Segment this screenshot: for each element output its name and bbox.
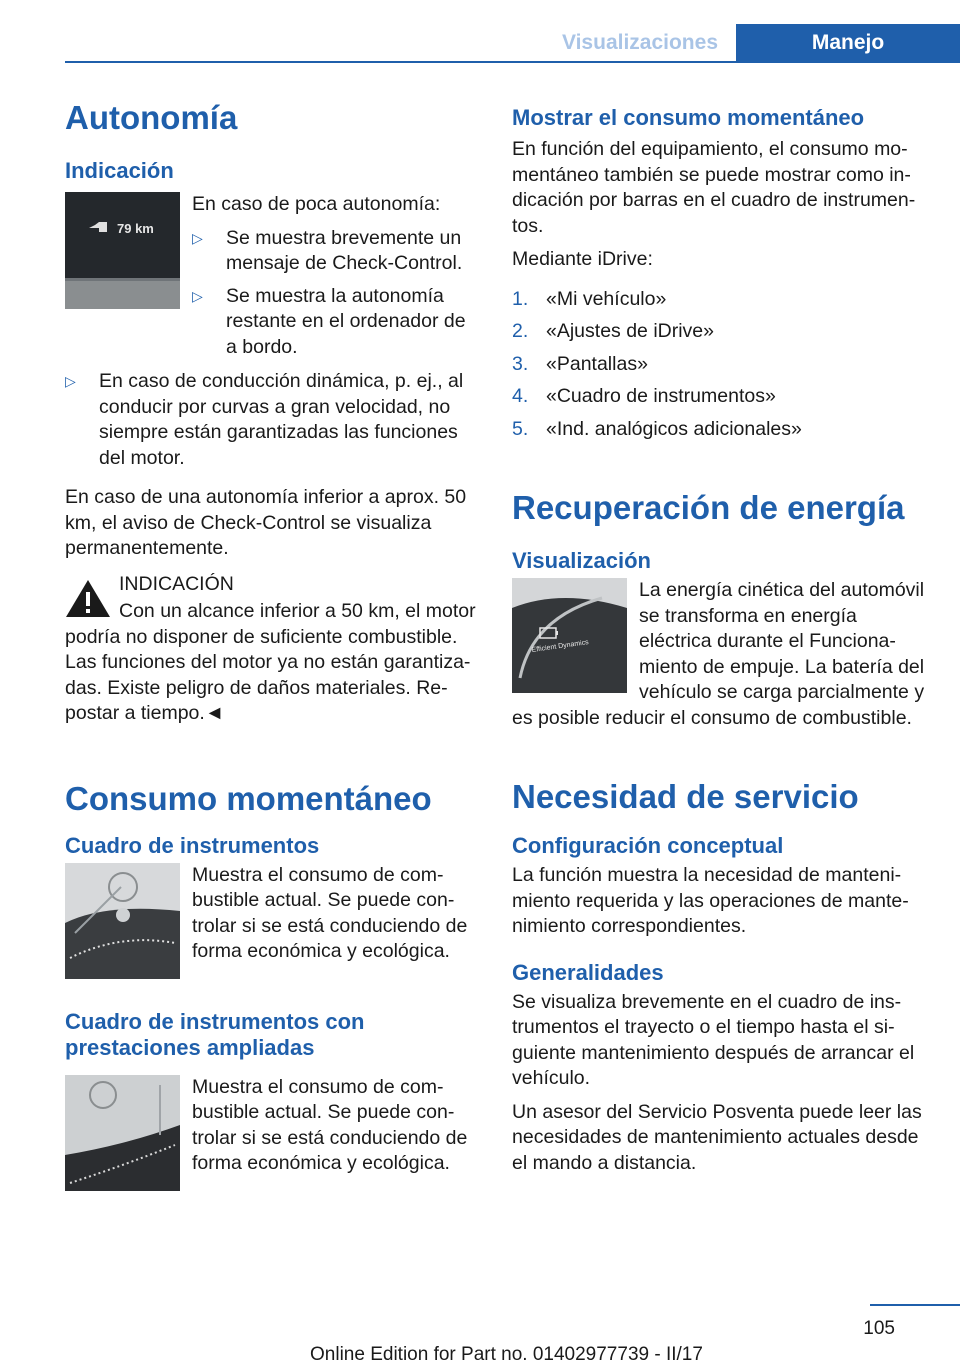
visualizacion-title: Visualización [512, 548, 651, 573]
cuadro-title: Cuadro de instrumentos [65, 832, 320, 858]
autonomia-sub-list [192, 226, 479, 361]
ampliadas-text: Muestra el consumo de combustible actual. Se puede controlar si se está conduciendo de forma económica y ecológica. [192, 1075, 468, 1174]
list-item: ▷ Se muestra la autonomía restante en el ordenador de a bordo. [192, 284, 466, 358]
consumo-title: Consumo momentáneo [65, 779, 432, 817]
left-column [65, 92, 479, 1197]
warning-text: Con un alcance inferior a 50 km, el motor podría no disponer de suficiente combustible. Las funciones del motor ya no están garantizadas. Existe peligro de daños materiales. Repostar a tiempo.◄ [65, 600, 476, 724]
header-rule [65, 61, 960, 63]
mostrar-text: En función del equipamiento, el consumo momentáneo también se puede mostrar como indicación por barras en el cuadro de instrumentos. [512, 138, 916, 237]
list-item: 1. «Mi vehículo» [512, 287, 667, 310]
warning-title: INDICACIÓN [119, 572, 234, 595]
footer-rule [870, 1304, 960, 1306]
cuadro-text: Muestra el consumo de combustible actual. Se puede controlar si se está conduciendo de forma económica y ecológica. [192, 863, 468, 962]
list-item: 4. «Cuadro de instrumentos» [512, 385, 776, 407]
page-number: 105 [863, 1318, 895, 1339]
list-item: 2. «Ajustes de iDrive» [512, 320, 714, 342]
recuperacion-text: La energía cinética del automóvil se transforma en energía eléctrica durante el Funcionamiento de empuje. La batería del vehículo se carga parcialmente y es posible reducir el consumo de combustible. [512, 579, 925, 729]
list-item: ▷ Se muestra brevemente un mensaje de Check-Control. [192, 226, 463, 274]
list-item: 5. «Ind. analógicos adicionales» [512, 417, 802, 440]
generalidades-text-1: Se visualiza brevemente en el cuadro de instrumentos el trayecto o el tiempo hasta el siguiente mantenimiento después de arrancar el vehículo. [512, 990, 915, 1089]
autonomia-title: Autonomía [65, 99, 238, 136]
list-item: ▷ En caso de conducción dinámica, p. ej., al conducir por curvas a gran velocidad, no siempre están garantizadas las funciones del motor. [65, 370, 464, 469]
generalidades-text-2: Un asesor del Servicio Posventa puede leer las necesidades de mantenimiento actuales desde el mando a distancia. [512, 1100, 922, 1174]
autonomia-para: En caso de una autonomía inferior a aprox. 50 km, el aviso de Check-Control se visualiza permanentemente. [65, 486, 467, 559]
mostrar-title: Mostrar el consumo momentáneo [512, 105, 865, 130]
config-text: La función muestra la necesidad de mantenimiento requerida y las operaciones de mantenimiento correspondientes. [512, 864, 909, 937]
warning-icon [65, 578, 111, 618]
ampliadas-title: Cuadro de instrumentos con prestaciones ampliadas [65, 1008, 365, 1060]
triangle-bullet-icon: ▷ [192, 229, 203, 246]
instrument-cluster-image [65, 863, 180, 979]
edition-label: Online Edition for Part no. 01402977739 - II/17 [310, 1344, 703, 1365]
header-chapter[interactable]: Manejo [736, 24, 960, 62]
triangle-bullet-icon: ▷ [65, 373, 76, 389]
extended-cluster-image [65, 1075, 180, 1191]
page-header [544, 24, 960, 62]
triangle-bullet-icon: ▷ [192, 287, 203, 304]
autonomia-list [65, 369, 479, 471]
energy-recovery-image [512, 578, 627, 693]
generalidades-title: Generalidades [512, 959, 664, 985]
config-title: Configuración conceptual [512, 833, 784, 858]
recuperacion-title: Recuperación de energía [512, 489, 905, 526]
efficient-dynamics-label: Efficient Dynamics [531, 639, 590, 654]
range-display-value: 79 km [117, 221, 154, 236]
header-section[interactable]: Visualizaciones [561, 31, 718, 54]
idrive-label: Mediante iDrive: [512, 248, 653, 270]
list-item: 3. «Pantallas» [512, 352, 648, 375]
idrive-steps [512, 287, 932, 443]
autonomia-intro: En caso de poca autonomía: [192, 193, 441, 215]
indicacion-title: Indicación [65, 158, 174, 183]
right-column [512, 92, 932, 1176]
range-display-image [65, 192, 180, 309]
servicio-title: Necesidad de servicio [512, 778, 859, 815]
warning-box [65, 572, 479, 727]
